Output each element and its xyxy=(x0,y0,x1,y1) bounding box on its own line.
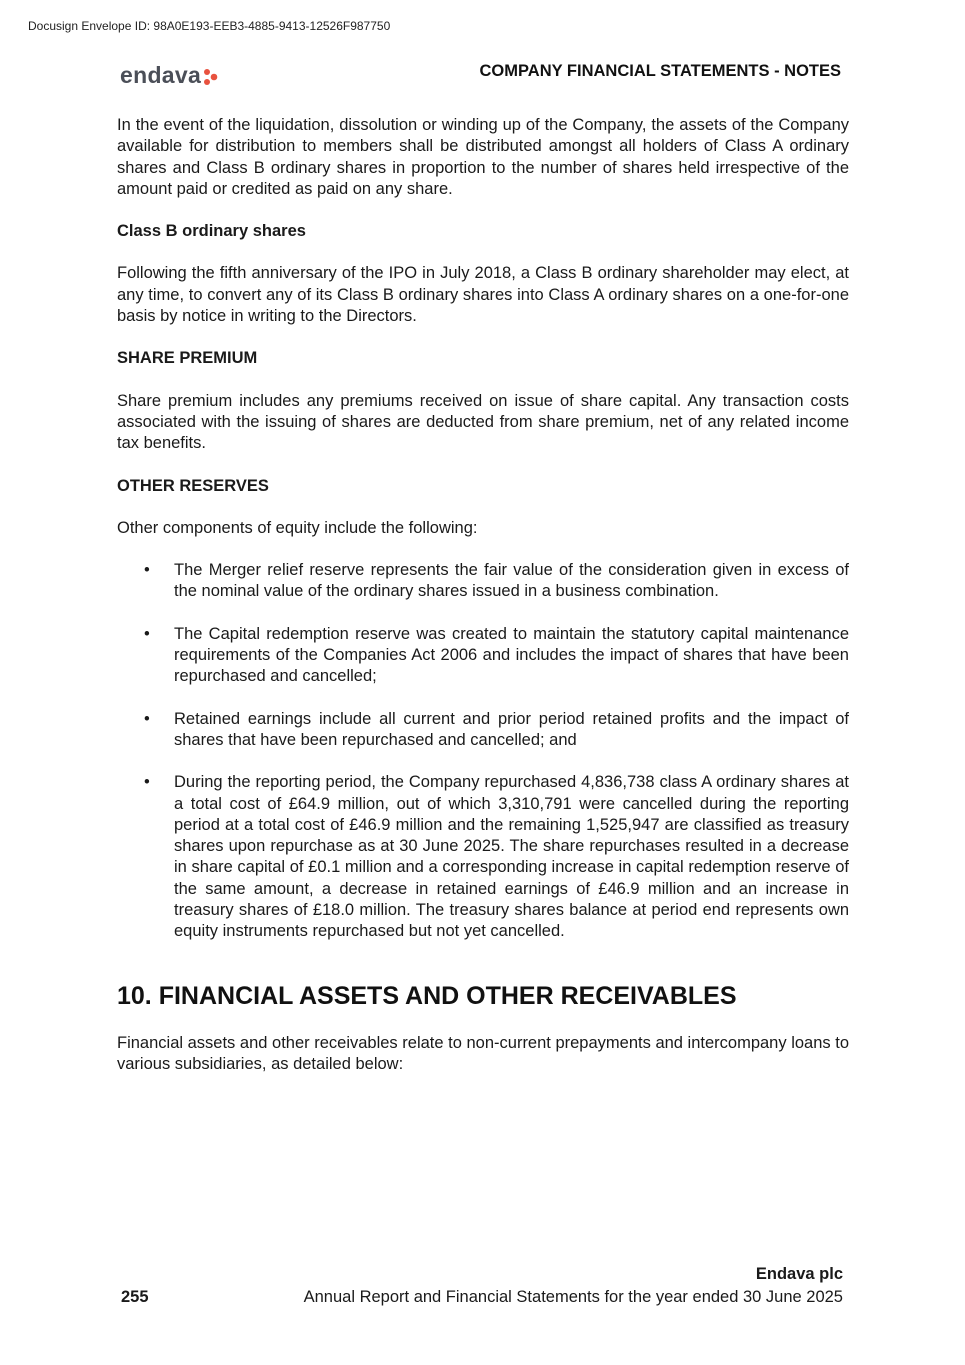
other-reserves-intro: Other components of equity include the following: xyxy=(117,518,478,537)
share-premium-paragraph: Share premium includes any premiums received on issue of share capital. Any transaction costs associated with the issuing of shares are deducted from share premium, net of any related income tax benefits. xyxy=(117,391,849,453)
section-10-heading: 10. FINANCIAL ASSETS AND OTHER RECEIVABLES xyxy=(117,981,737,1010)
other-reserves-list xyxy=(117,560,849,942)
share-premium-heading: SHARE PREMIUM xyxy=(117,349,258,368)
page-number: 255 xyxy=(121,1288,149,1306)
bullet-icon: • xyxy=(144,624,150,643)
list-item xyxy=(117,709,849,752)
document-body xyxy=(117,115,849,1075)
other-reserves-heading: OTHER RESERVES xyxy=(117,476,269,495)
logo-wordmark: endava xyxy=(120,62,202,88)
list-item xyxy=(117,560,849,603)
bullet-icon: • xyxy=(144,773,150,792)
list-item-text: Retained earnings include all current and prior period retained profits and the impact of shares that have been repurchased and cancelled; and xyxy=(174,709,849,749)
logo-mark-icon xyxy=(203,68,219,86)
class-b-paragraph: Following the fifth anniversary of the IPO in July 2018, a Class B ordinary shareholder may elect, at any time, to convert any of its Class B ordinary shares into Class A ordinary shares on a one-for-one basis by notice in writing to the Directors. xyxy=(117,264,849,326)
list-item-text: The Capital redemption reserve was created to maintain the statutory capital maintenance requirements of the Companies Act 2006 and includes the impact of shares that have been repurchased and cancelled; xyxy=(174,624,849,686)
bullet-icon: • xyxy=(144,709,150,728)
liquidation-paragraph: In the event of the liquidation, dissolution or winding up of the Company, the assets of the Company available for distribution to members shall be distributed amongst all holders of Class A ordinary shares and Class B ordinary shares in proportion to the number of shares held irrespective of the amount paid or credited as paid on any share. xyxy=(117,116,849,198)
list-item xyxy=(117,624,849,688)
footer-report-title: Annual Report and Financial Statements for the year ended 30 June 2025 xyxy=(303,1288,843,1306)
bullet-icon: • xyxy=(144,561,150,580)
footer-company-name: Endava plc xyxy=(755,1265,843,1283)
section-10-paragraph: Financial assets and other receivables relate to non-current prepayments and intercompany loans to various subsidiaries, as detailed below: xyxy=(117,1033,849,1073)
list-item-text: The Merger relief reserve represents the fair value of the consideration given in excess of the nominal value of the ordinary shares issued in a business combination. xyxy=(174,561,849,601)
endava-logo xyxy=(120,62,219,89)
list-item-text: During the reporting period, the Company repurchased 4,836,738 class A ordinary shares at a total cost of £64.9 million, out of which 3,310,791 were cancelled during the reporting period at a total cost of £46.9 million and the remaining 1,525,947 are classified as treasury shares upon repurchase as at 30 June 2025. The share repurchases resulted in a decrease in share capital of £0.1 million and a corresponding increase in capital redemption reserve of the same amount, a decrease in retained earnings of £46.9 million and an increase in treasury shares of £18.0 million. The treasury shares balance at period end represents own equity instruments repurchased but not yet cancelled. xyxy=(174,773,849,941)
class-b-heading: Class B ordinary shares xyxy=(117,222,306,241)
page-header-title: COMPANY FINANCIAL STATEMENTS - NOTES xyxy=(479,62,841,80)
docusign-envelope-id: Docusign Envelope ID: 98A0E193-EEB3-4885-9413-12526F987750 xyxy=(28,19,391,33)
list-item xyxy=(117,772,849,942)
